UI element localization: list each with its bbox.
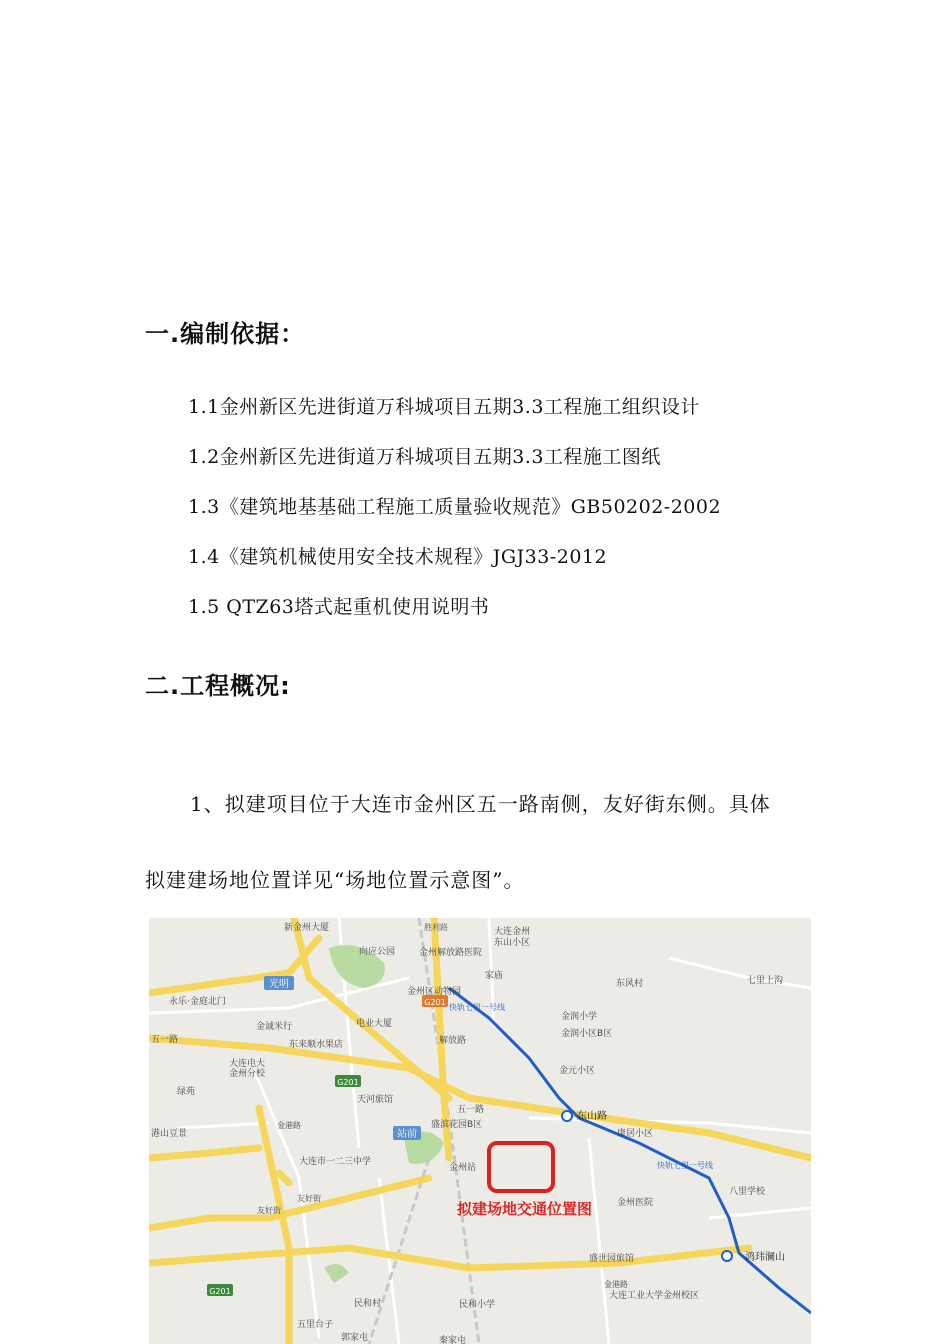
map-label: 金州解放路医院 <box>419 948 483 958</box>
map-label: 金州分校 <box>229 1069 266 1079</box>
district-badge-guangming <box>264 976 294 990</box>
map-label: 七里上沟 <box>747 976 784 986</box>
svg-text:光明: 光明 <box>269 979 289 990</box>
overview-paragraph-line1: 1、拟建项目位于大连市金州区五一路南侧，友好街东侧。具体 <box>190 792 771 816</box>
map-label: 绿苑 <box>177 1087 196 1097</box>
metro-station-icon <box>562 1111 572 1121</box>
map-label: 金润小区B区 <box>561 1029 613 1039</box>
map-label: 金州站 <box>449 1163 477 1173</box>
map-label: 鸿玮澜山 <box>745 1252 785 1263</box>
map-label: 胜利路 <box>424 923 448 932</box>
map-label: 向应公园 <box>359 947 396 957</box>
map-label: 金州医院 <box>617 1198 654 1208</box>
section1-heading: 一.编制依据： <box>145 320 306 348</box>
map-label: 金港路 <box>277 1121 301 1130</box>
map-label: 新金州大厦 <box>284 923 330 933</box>
district-badge-zhanqian <box>393 1126 421 1140</box>
map-label: 大连市一二三中学 <box>299 1157 372 1167</box>
map-label: 快轨七里一号线 <box>657 1161 713 1170</box>
svg-text:G201: G201 <box>424 998 446 1007</box>
site-caption: 拟建场地交通位置图 <box>457 1200 593 1218</box>
map-label: 友好街 <box>257 1206 281 1215</box>
map-label: 民和村 <box>354 1299 382 1309</box>
map-canvas <box>149 918 811 1344</box>
map-label: 金诚米行 <box>256 1022 293 1032</box>
map-label: 东山路 <box>577 1111 607 1122</box>
map-label: 友好街 <box>297 1194 321 1203</box>
map-label: 郭家屯 <box>341 1333 369 1343</box>
road-shield-g201 <box>207 1284 233 1296</box>
map-label: 永乐·金庭北门 <box>169 997 226 1007</box>
map-label: 大连工业大学金州校区 <box>609 1291 700 1301</box>
metro-station-icon <box>722 1251 732 1261</box>
map-label: 金元小区 <box>559 1066 596 1076</box>
map-label: 五一路 <box>151 1035 179 1045</box>
map-label: 港山豆景 <box>151 1129 188 1139</box>
basis-item-2: 1.2金州新区先进街道万科城项目五期3.3工程施工图纸 <box>188 446 661 468</box>
map-label: 大连金州 <box>494 927 531 937</box>
section2-heading: 二.工程概况: <box>145 672 291 700</box>
map-label: 秦家屯 <box>439 1336 467 1344</box>
svg-text:站前: 站前 <box>397 1129 417 1140</box>
map-label: 金港路 <box>604 1280 628 1289</box>
map-label: 解放路 <box>439 1036 467 1046</box>
map-label: 大连电大 <box>229 1059 266 1069</box>
map-label: 电业大厦 <box>356 1019 393 1029</box>
map-label: 金润小学 <box>561 1012 598 1022</box>
basis-item-4: 1.4《建筑机械使用安全技术规程》JGJ33-2012 <box>188 546 608 568</box>
road-shield-g201 <box>335 1075 361 1087</box>
map-label: 天河旅馆 <box>357 1095 394 1105</box>
map-label: 家庙 <box>485 971 504 981</box>
map-label: 东风村 <box>616 979 644 989</box>
map-label: 民和小学 <box>459 1300 496 1310</box>
map-label: 康居小区 <box>617 1129 654 1139</box>
basis-item-5: 1.5 QTZ63塔式起重机使用说明书 <box>188 596 490 618</box>
map-label: 东来顺水果店 <box>289 1040 344 1050</box>
map-label: 盛世园旅馆 <box>589 1254 635 1264</box>
basis-item-1: 1.1金州新区先进街道万科城项目五期3.3工程施工组织设计 <box>188 396 700 418</box>
svg-text:G201: G201 <box>337 1078 359 1087</box>
map-label: 盛滨花园B区 <box>431 1120 483 1130</box>
map-label: 东山小区 <box>494 938 531 948</box>
overview-paragraph-line2: 拟建建场地位置详见“场地位置示意图”。 <box>145 868 525 892</box>
map-label: 八里学校 <box>729 1187 766 1197</box>
map-label: 快轨七里一号线 <box>449 1003 505 1012</box>
map-label: 金州区动物园 <box>407 987 462 997</box>
svg-text:G201: G201 <box>209 1287 231 1296</box>
basis-item-3: 1.3《建筑地基基础工程施工质量验收规范》GB50202-2002 <box>188 496 722 518</box>
map-label: 五里台子 <box>297 1320 334 1330</box>
site-location-map <box>149 918 811 1344</box>
map-label: 五一路 <box>457 1105 485 1115</box>
